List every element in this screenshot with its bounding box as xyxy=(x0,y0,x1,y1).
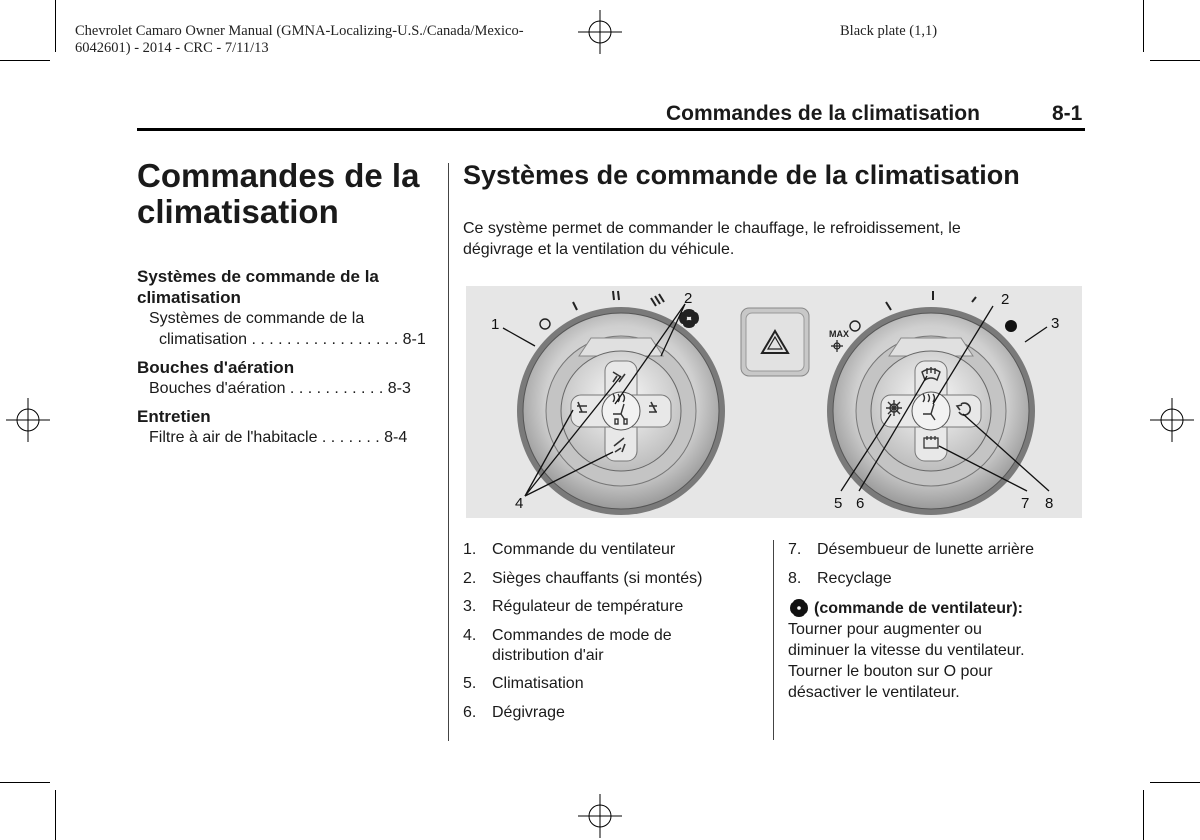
running-header-page: 8-1 xyxy=(1052,102,1083,125)
crop-mark xyxy=(0,60,50,61)
callout-7: 7 xyxy=(1021,495,1030,512)
toc-section xyxy=(137,357,437,399)
plate-line-2: 6042601) - 2014 - CRC - 7/11/13 xyxy=(75,40,269,56)
legend-list-left xyxy=(463,540,763,731)
fan-note-label: (commande de ventilateur): xyxy=(814,599,1023,617)
callout-5: 5 xyxy=(834,495,843,512)
legend-list-right xyxy=(788,540,1088,597)
list-item: 6. Dégivrage xyxy=(463,703,565,721)
callout-2: 2 xyxy=(684,290,693,307)
toc-page-number: 8-4 xyxy=(384,429,408,446)
registration-mark-right xyxy=(1150,398,1194,442)
temperature-control-knob[interactable] xyxy=(827,307,1035,515)
plate-info xyxy=(75,23,524,57)
crop-mark xyxy=(1143,0,1144,52)
toc-section xyxy=(137,266,437,350)
list-item: 5. Climatisation xyxy=(463,675,584,692)
toc-entry-link[interactable]: Bouches d'aération . . . . . . . . . . . 8-3 xyxy=(149,380,411,397)
list-divider xyxy=(773,540,774,740)
table-of-contents xyxy=(137,266,437,448)
callout-2: 2 xyxy=(1001,291,1010,308)
column-divider xyxy=(448,163,449,741)
toc-heading: Entretien xyxy=(137,407,211,426)
list-item: 8. Recyclage xyxy=(788,569,892,587)
crop-mark xyxy=(55,0,56,52)
registration-mark-left xyxy=(6,398,50,442)
callout-4: 4 xyxy=(515,495,524,512)
ac-icon xyxy=(886,400,902,416)
toc-heading: climatisation xyxy=(137,288,241,307)
crop-mark xyxy=(0,782,50,783)
plate-right: Black plate (1,1) xyxy=(840,23,938,39)
section-title: Systèmes de commande de la climatisation xyxy=(463,160,1020,190)
toc-heading: Systèmes de commande de la xyxy=(137,267,379,286)
fan-control-note: (commande de ventilateur): Tourner pour augmenter ou diminuer la vitesse du ventilateur. Tourner le bouton sur O pour désactiver le ventilateur. xyxy=(788,597,1088,703)
crop-mark xyxy=(1150,782,1200,783)
callout-8: 8 xyxy=(1045,495,1054,512)
crop-mark xyxy=(1143,790,1144,840)
fan-icon xyxy=(788,597,810,619)
toc-section xyxy=(137,406,437,448)
chapter-title: Commandes de la climatisation xyxy=(137,157,420,230)
callout-6: 6 xyxy=(856,495,865,512)
plate-line-1: Chevrolet Camaro Owner Manual (GMNA-Localizing-U.S./Canada/Mexico- xyxy=(75,23,524,39)
callout-1: 1 xyxy=(491,316,500,333)
toc-entry-line: Systèmes de commande de la xyxy=(149,310,365,327)
header-rule xyxy=(137,128,1085,131)
list-item: 2. Sièges chauffants (si montés) xyxy=(463,569,703,587)
callout-3: 3 xyxy=(1051,315,1060,332)
hazard-button[interactable] xyxy=(741,308,809,376)
crop-mark xyxy=(55,790,56,840)
toc-entry-link[interactable]: Filtre à air de l'habitacle . . . . . . . 8-4 xyxy=(149,429,408,446)
registration-mark-top xyxy=(578,10,622,54)
toc-page-number: 8-3 xyxy=(387,380,411,397)
running-header-title: Commandes de la climatisation xyxy=(666,102,980,125)
toc-entry-link[interactable]: climatisation . . . . . . . . . . . . . . . . . 8-1 xyxy=(159,331,426,348)
list-item: 1. Commande du ventilateur xyxy=(463,541,676,558)
toc-page-number: 8-1 xyxy=(402,331,426,348)
registration-mark-bottom xyxy=(578,794,622,838)
section-intro: Ce système permet de commander le chauffage, le refroidissement, le dégivrage et la ventilation du véhicule. xyxy=(463,220,961,258)
max-label: MAX xyxy=(829,329,849,339)
toc-heading: Bouches d'aération xyxy=(137,358,295,377)
crop-mark xyxy=(1150,60,1200,61)
list-item: 3. Régulateur de température xyxy=(463,598,684,615)
list-item: 7. Désembueur de lunette arrière xyxy=(788,541,1035,558)
climate-control-figure xyxy=(463,286,1085,522)
dot-icon xyxy=(1005,320,1017,332)
list-item: 4. Commandes de mode de distribution d'air xyxy=(463,626,672,664)
